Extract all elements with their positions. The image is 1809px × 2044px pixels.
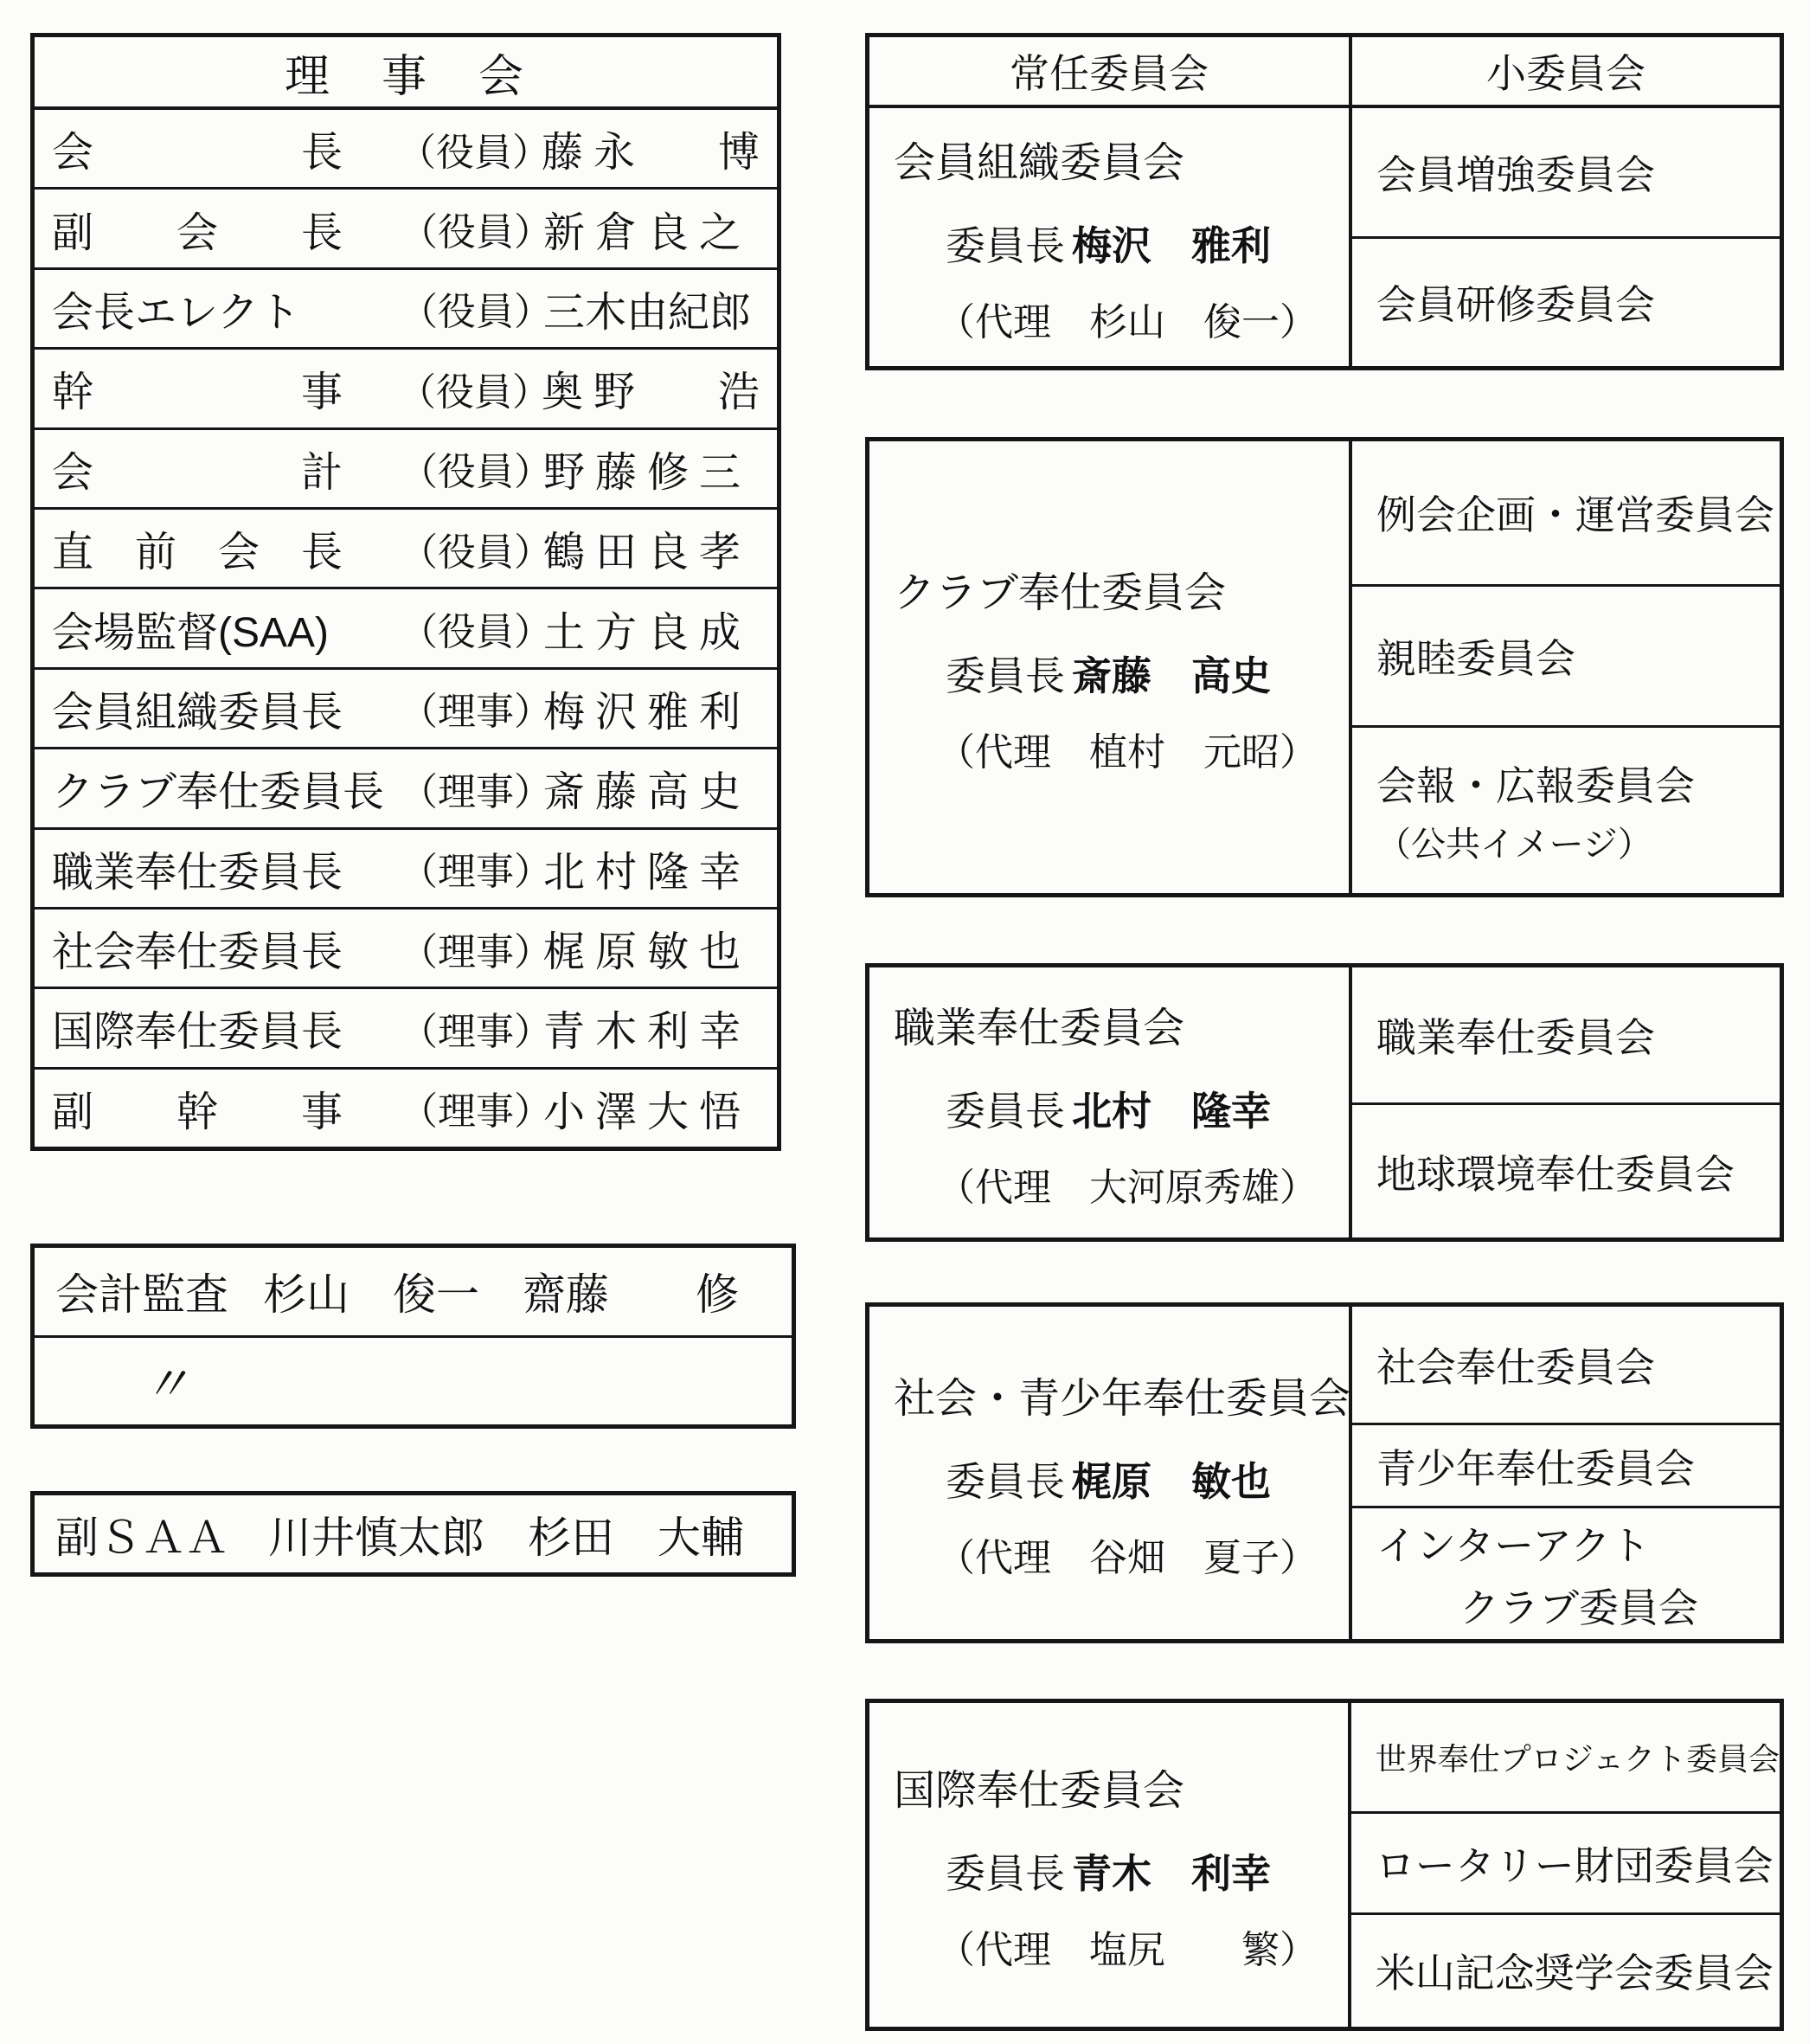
- member-name: 北 村 隆 幸: [543, 849, 741, 896]
- chair-label: 委員長: [946, 652, 1065, 698]
- table-row: [35, 190, 777, 269]
- member-name: 斎 藤 高 史: [543, 769, 741, 816]
- role-label: 直 前 会 長: [52, 530, 343, 576]
- chair-name: 梅沢 雅利: [1072, 222, 1271, 268]
- officer-tag: （理事）: [400, 1090, 552, 1134]
- subcommittee-name: 青少年奉仕委員会: [1376, 1445, 1695, 1491]
- ditto-mark: 〃: [142, 1356, 190, 1411]
- subcommittee-cell: [1352, 725, 1780, 893]
- board-table-title: 理 事 会: [35, 37, 777, 110]
- subcommittee-cell: [1352, 1423, 1780, 1506]
- table-row: [35, 670, 777, 749]
- member-name: 青 木 利 幸: [543, 1009, 741, 1056]
- member-name: 梅 沢 雅 利: [543, 689, 741, 736]
- deputy-line: （代理 大河原秀雄）: [937, 1166, 1318, 1209]
- committee-group-row: [869, 967, 1780, 1237]
- committee-table-membership: [865, 33, 1784, 370]
- subcommittee-name: 米山記念奨学会委員会: [1375, 1951, 1774, 1996]
- table-row: [35, 910, 777, 989]
- sub-saa-label: 副ＳＡＡ: [55, 1513, 228, 1562]
- subcommittee-cell: [1351, 1703, 1780, 1811]
- committee-group-row: [869, 1307, 1780, 1639]
- table-row: [35, 989, 777, 1069]
- table-row: [35, 589, 777, 669]
- table-row: [35, 510, 777, 589]
- committee-table-club-service: [865, 437, 1784, 897]
- subcommittee-name: 社会奉仕委員会: [1376, 1345, 1655, 1391]
- officer-tag: （役員）: [400, 211, 552, 254]
- officer-tag: （理事）: [400, 851, 552, 894]
- standing-committee-cell: [869, 1307, 1352, 1639]
- member-name: 三木由紀郎: [543, 289, 752, 336]
- officer-tag: （役員）: [397, 131, 550, 174]
- member-name: 鶴 田 良 孝: [543, 530, 741, 576]
- table-row: [35, 270, 777, 350]
- role-label: 会 長: [52, 130, 343, 177]
- table-row: [35, 749, 777, 829]
- subcommittee-cell: [1352, 1102, 1780, 1237]
- officer-tag: （役員）: [400, 611, 552, 654]
- table-row: [35, 110, 777, 190]
- sub-saa-box: [30, 1491, 796, 1577]
- member-name: 野 藤 修 三: [543, 449, 741, 496]
- committee-name: 国際奉仕委員会: [894, 1767, 1185, 1814]
- chair-label: 委員長: [946, 1850, 1065, 1896]
- chair-line: [946, 1450, 1349, 1507]
- subcommittee-name-line2: クラブ委員会: [1459, 1584, 1698, 1630]
- audit-row: [35, 1248, 792, 1338]
- audit-ditto-row: [35, 1338, 792, 1425]
- subcommittee-column: [1352, 108, 1780, 366]
- board-table: [30, 33, 781, 1151]
- table-row: [35, 430, 777, 510]
- subcommittee-column: [1352, 967, 1780, 1237]
- subcommittee-column: [1352, 441, 1780, 893]
- member-name: 梶 原 敏 也: [543, 929, 741, 976]
- officer-tag: （理事）: [400, 691, 552, 734]
- subcommittee-name: 会員増強委員会: [1376, 151, 1655, 197]
- subcommittee-cell: [1352, 1506, 1780, 1639]
- sub-saa-names: 川井慎太郎 杉田 大輔: [268, 1513, 744, 1562]
- officer-tag: （役員）: [400, 530, 552, 574]
- role-label: 会長エレクト: [52, 289, 301, 336]
- member-name: 奥 野 浩: [541, 370, 760, 416]
- subcommittee-name: 世界奉仕プロジェクト委員会: [1375, 1740, 1780, 1777]
- deputy-line: （代理 谷畑 夏子）: [937, 1536, 1318, 1579]
- member-name: 小 澤 大 悟: [543, 1089, 741, 1135]
- audit-label: 会計監査: [55, 1270, 228, 1320]
- deputy-line: （代理 杉山 俊一）: [937, 300, 1318, 344]
- committee-table-international-service: [865, 1699, 1784, 2031]
- subcommittee-name: 地球環境奉仕委員会: [1376, 1151, 1735, 1197]
- committee-group-row: [869, 1703, 1780, 2027]
- subcommittee-name: 親睦委員会: [1376, 635, 1575, 681]
- committee-name: クラブ奉仕委員会: [894, 569, 1227, 616]
- subcommittee-name-line2: （公共イメージ）: [1376, 825, 1652, 864]
- chair-name: 梶原 敏也: [1072, 1458, 1271, 1504]
- standing-committee-cell: [869, 441, 1352, 893]
- committee-group-row: [869, 441, 1780, 893]
- role-label: クラブ奉仕委員長: [52, 769, 385, 816]
- officer-tag: （役員）: [397, 370, 550, 414]
- role-label: 会 計: [52, 449, 343, 496]
- table-row: [35, 1070, 777, 1147]
- subcommittee-cell: [1352, 236, 1780, 367]
- standing-committee-header: 常任委員会: [869, 37, 1352, 105]
- member-name: 土 方 良 成: [543, 609, 741, 656]
- committee-table-community-youth-service: [865, 1302, 1784, 1643]
- committee-name: 職業奉仕委員会: [894, 1005, 1185, 1051]
- role-label: 副 幹 事: [52, 1089, 343, 1135]
- subcommittee-cell: [1352, 584, 1780, 725]
- member-name: 藤 永 博: [541, 130, 760, 177]
- committee-table-vocational-service: [865, 963, 1784, 1242]
- deputy-line: （代理 植村 元昭）: [937, 730, 1318, 774]
- chair-line: [946, 1080, 1349, 1137]
- standing-committee-cell: [869, 967, 1352, 1237]
- subcommittee-name: インターアクト: [1376, 1522, 1651, 1568]
- subcommittee-cell: [1352, 108, 1780, 236]
- subcommittee-name: 職業奉仕委員会: [1376, 1015, 1655, 1061]
- audit-box: [30, 1244, 796, 1429]
- subcommittee-name: 例会企画・運営委員会: [1376, 492, 1774, 538]
- officer-tag: （理事）: [400, 1010, 552, 1053]
- deputy-line: （代理 塩尻 繁）: [937, 1928, 1318, 1971]
- chair-name: 北村 隆幸: [1072, 1088, 1271, 1134]
- subcommittee-name: ロータリー財団委員会: [1375, 1842, 1774, 1888]
- chair-name: 青木 利幸: [1072, 1850, 1271, 1896]
- chair-line: [946, 645, 1349, 702]
- subcommittee-column: [1351, 1703, 1780, 2027]
- standing-committee-cell: [869, 1703, 1351, 2027]
- chair-line: [946, 215, 1349, 272]
- subcommittee-name: 会報・広報委員会: [1376, 762, 1695, 808]
- standing-committee-cell: [869, 108, 1352, 366]
- committee-name: 社会・青少年奉仕委員会: [894, 1375, 1351, 1422]
- subcommittee-cell: [1352, 967, 1780, 1102]
- subcommittee-name: 会員研修委員会: [1376, 282, 1655, 328]
- subcommittee-header: 小委員会: [1486, 51, 1645, 96]
- member-name: 新 倉 良 之: [543, 209, 741, 256]
- role-label: 会場監督(SAA): [52, 609, 330, 656]
- officer-tag: （役員）: [400, 291, 552, 334]
- role-label: 会員組織委員長: [52, 689, 343, 736]
- officer-tag: （役員）: [400, 451, 552, 494]
- table-row: [35, 830, 777, 910]
- committee-name: 会員組織委員会: [894, 139, 1185, 186]
- role-label: 副 会 長: [52, 209, 343, 256]
- committee-table-header: [869, 37, 1780, 108]
- chair-label: 委員長: [946, 1458, 1065, 1504]
- chair-label: 委員長: [946, 1088, 1065, 1134]
- role-label: 社会奉仕委員長: [52, 929, 343, 976]
- chair-label: 委員長: [946, 222, 1065, 268]
- role-label: 国際奉仕委員長: [52, 1009, 343, 1056]
- subcommittee-cell: [1352, 441, 1780, 584]
- chair-line: [946, 1842, 1348, 1899]
- subcommittee-cell: [1351, 1811, 1780, 1912]
- role-label: 職業奉仕委員長: [52, 849, 343, 896]
- chair-name: 斎藤 高史: [1072, 652, 1271, 698]
- officer-tag: （理事）: [400, 930, 552, 974]
- committee-group-row: [869, 108, 1780, 366]
- subcommittee-cell: [1352, 1307, 1780, 1423]
- subcommittee-column: [1352, 1307, 1780, 1639]
- table-row: [35, 350, 777, 429]
- role-label: 幹 事: [52, 370, 343, 416]
- subcommittee-cell: [1351, 1912, 1780, 2027]
- audit-names: 杉山 俊一 齋藤 修: [263, 1270, 739, 1320]
- officer-tag: （理事）: [400, 770, 552, 813]
